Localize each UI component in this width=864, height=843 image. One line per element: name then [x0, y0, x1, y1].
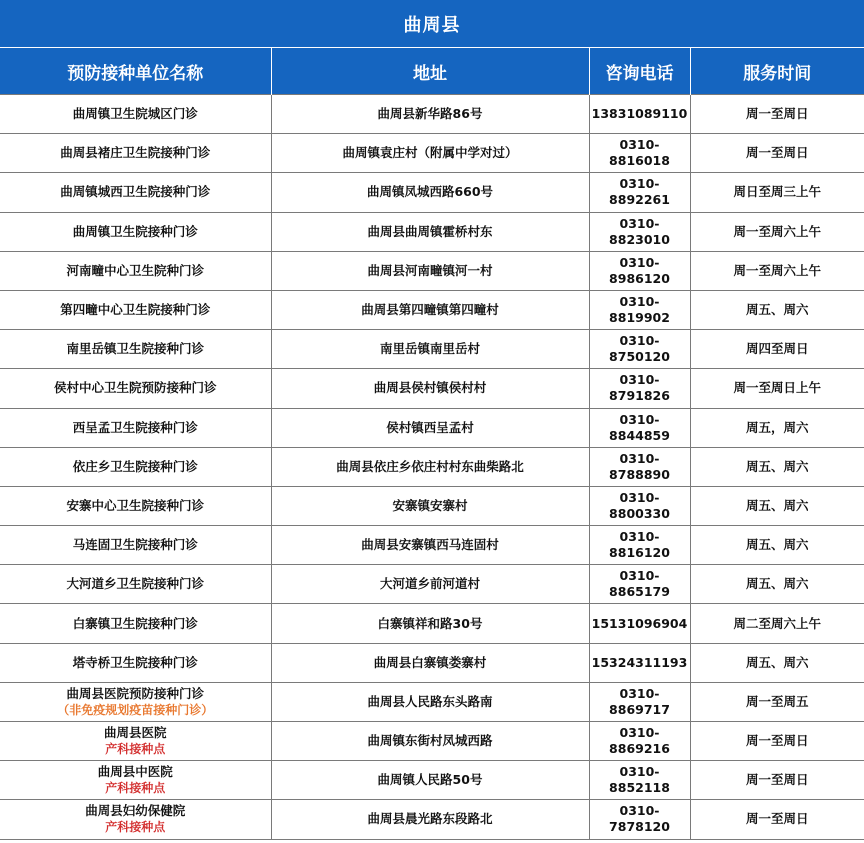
table-row [0, 643, 864, 682]
site-name-cell [0, 526, 271, 565]
hours-cell: 周四至周日 [690, 330, 864, 369]
site-name-cell [0, 722, 271, 761]
table-row [0, 800, 864, 839]
table-row [0, 369, 864, 408]
table-body [0, 95, 864, 840]
site-name: 曲周县医院预防接种门诊 [66, 685, 204, 701]
hours-cell: 周日至周三上午 [690, 173, 864, 212]
site-name-cell [0, 604, 271, 643]
hours-cell: 周五、周六 [690, 447, 864, 486]
table-row [0, 290, 864, 329]
table-header-row [0, 48, 864, 95]
hours-cell: 周一至周日 [690, 800, 864, 839]
site-name: 曲周镇卫生院城区门诊 [72, 106, 198, 122]
phone-cell: 0310-8892261 [589, 173, 690, 212]
table-row [0, 682, 864, 721]
table-row [0, 565, 864, 604]
hours-cell: 周一至周日 [690, 95, 864, 134]
phone-cell: 15131096904 [589, 604, 690, 643]
phone-cell: 0310-8750120 [589, 330, 690, 369]
site-name-cell [0, 408, 271, 447]
site-name: 白寨镇卫生院接种门诊 [72, 615, 198, 631]
address-cell: 曲周县依庄乡依庄村村东曲柴路北 [271, 447, 589, 486]
site-name: 曲周镇卫生院接种门诊 [72, 223, 198, 239]
hours-cell: 周五，周六 [690, 408, 864, 447]
hours-cell: 周一至周日 [690, 722, 864, 761]
table-row [0, 526, 864, 565]
column-header-address: 地址 [271, 48, 589, 95]
site-name-cell [0, 212, 271, 251]
table-row [0, 173, 864, 212]
address-cell: 曲周县侯村镇侯村村 [271, 369, 589, 408]
site-name: 南里岳镇卫生院接种门诊 [66, 341, 204, 357]
phone-cell: 0310-8869717 [589, 682, 690, 721]
table-row [0, 761, 864, 800]
column-header-hours: 服务时间 [690, 48, 864, 95]
vaccination-sites-table [0, 48, 864, 840]
site-name: 曲周县妇幼保健院 [85, 803, 186, 819]
site-name-cell [0, 643, 271, 682]
site-name: 第四疃中心卫生院接种门诊 [60, 302, 211, 318]
site-name: 曲周县医院 [103, 725, 167, 741]
hours-cell: 周一至周六上午 [690, 212, 864, 251]
site-note: 产科接种点 [105, 820, 166, 835]
table-row [0, 722, 864, 761]
table-row [0, 604, 864, 643]
site-name: 大河道乡卫生院接种门诊 [66, 576, 204, 592]
table-row [0, 408, 864, 447]
address-cell: 侯村镇西呈孟村 [271, 408, 589, 447]
site-name-cell [0, 330, 271, 369]
site-name-cell [0, 565, 271, 604]
table-row [0, 447, 864, 486]
address-cell: 曲周县第四疃镇第四疃村 [271, 290, 589, 329]
site-name-cell [0, 369, 271, 408]
address-cell: 大河道乡前河道村 [271, 565, 589, 604]
phone-cell: 0310-8791826 [589, 369, 690, 408]
site-name-cell [0, 290, 271, 329]
column-header-phone: 咨询电话 [589, 48, 690, 95]
site-name-cell [0, 761, 271, 800]
site-name: 依庄乡卫生院接种门诊 [72, 458, 198, 474]
table-row [0, 95, 864, 134]
site-name: 安寨中心卫生院接种门诊 [66, 497, 204, 513]
table-row [0, 212, 864, 251]
phone-cell: 0310-8986120 [589, 251, 690, 290]
site-name: 曲周县中医院 [97, 764, 173, 780]
phone-cell: 0310-8816018 [589, 134, 690, 173]
phone-cell: 0310-8844859 [589, 408, 690, 447]
address-cell: 曲周县晨光路东段路北 [271, 800, 589, 839]
table-row [0, 486, 864, 525]
hours-cell: 周一至周日上午 [690, 369, 864, 408]
phone-cell: 0310-8800330 [589, 486, 690, 525]
site-name: 曲周镇城西卫生院接种门诊 [60, 184, 211, 200]
site-name: 塔寺桥卫生院接种门诊 [72, 654, 198, 670]
phone-cell: 0310-8788890 [589, 447, 690, 486]
site-note: 产科接种点 [105, 781, 166, 796]
address-cell: 曲周镇东街村凤城西路 [271, 722, 589, 761]
address-cell: 曲周县河南疃镇河一村 [271, 251, 589, 290]
site-name-cell [0, 95, 271, 134]
address-cell: 南里岳镇南里岳村 [271, 330, 589, 369]
hours-cell: 周一至周五 [690, 682, 864, 721]
address-cell: 曲周县安寨镇西马连固村 [271, 526, 589, 565]
address-cell: 曲周县白寨镇娄寨村 [271, 643, 589, 682]
site-name: 曲周县褚庄卫生院接种门诊 [60, 145, 211, 161]
phone-cell: 15324311193 [589, 643, 690, 682]
phone-cell: 0310-8823010 [589, 212, 690, 251]
site-name-cell [0, 134, 271, 173]
table-row [0, 134, 864, 173]
hours-cell: 周五、周六 [690, 526, 864, 565]
column-header-name: 预防接种单位名称 [0, 48, 271, 95]
site-name-cell [0, 447, 271, 486]
hours-cell: 周五、周六 [690, 290, 864, 329]
page-title: 曲周县 [0, 0, 864, 48]
site-note: 产科接种点 [105, 742, 166, 757]
table-row [0, 251, 864, 290]
address-cell: 曲周县曲周镇霍桥村东 [271, 212, 589, 251]
phone-cell: 13831089110 [589, 95, 690, 134]
site-name: 侯村中心卫生院预防接种门诊 [53, 380, 217, 396]
hours-cell: 周一至周日 [690, 761, 864, 800]
phone-cell: 0310-8816120 [589, 526, 690, 565]
hours-cell: 周五、周六 [690, 643, 864, 682]
hours-cell: 周一至周日 [690, 134, 864, 173]
site-note: （非免疫规划疫苗接种门诊） [57, 702, 214, 717]
site-name: 马连固卫生院接种门诊 [72, 537, 198, 553]
hours-cell: 周五、周六 [690, 486, 864, 525]
address-cell: 曲周县人民路东头路南 [271, 682, 589, 721]
address-cell: 白寨镇祥和路30号 [271, 604, 589, 643]
phone-cell: 0310-7878120 [589, 800, 690, 839]
phone-cell: 0310-8819902 [589, 290, 690, 329]
site-name-cell [0, 486, 271, 525]
site-name-cell [0, 173, 271, 212]
hours-cell: 周五、周六 [690, 565, 864, 604]
hours-cell: 周二至周六上午 [690, 604, 864, 643]
site-name-cell [0, 682, 271, 721]
address-cell: 安寨镇安寨村 [271, 486, 589, 525]
phone-cell: 0310-8869216 [589, 722, 690, 761]
site-name-cell [0, 800, 271, 839]
phone-cell: 0310-8852118 [589, 761, 690, 800]
address-cell: 曲周镇人民路50号 [271, 761, 589, 800]
phone-cell: 0310-8865179 [589, 565, 690, 604]
hours-cell: 周一至周六上午 [690, 251, 864, 290]
site-name-cell [0, 251, 271, 290]
site-name: 西呈孟卫生院接种门诊 [72, 419, 198, 435]
address-cell: 曲周县新华路86号 [271, 95, 589, 134]
site-name: 河南疃中心卫生院种门诊 [66, 262, 204, 278]
address-cell: 曲周镇凤城西路660号 [271, 173, 589, 212]
address-cell: 曲周镇袁庄村（附属中学对过） [271, 134, 589, 173]
table-row [0, 330, 864, 369]
